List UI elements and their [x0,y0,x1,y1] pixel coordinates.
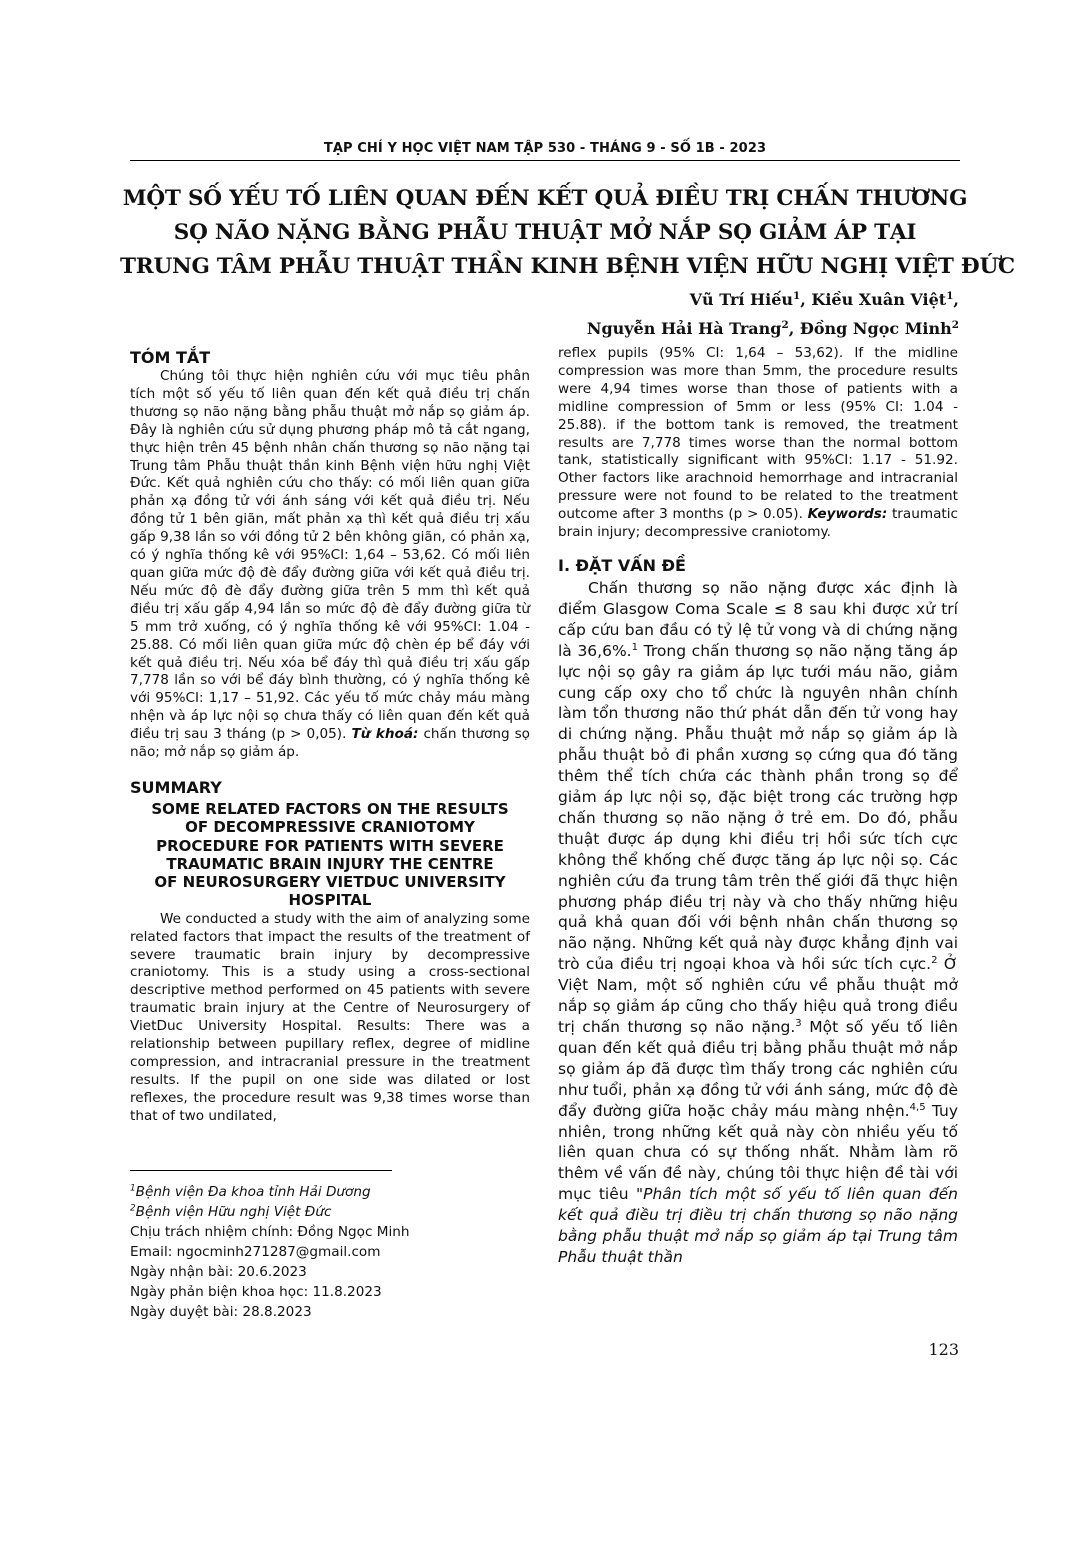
left-column [130,348,530,1126]
affiliation-mark: 2 [781,318,789,331]
citation-mark: 3 [795,1017,802,1029]
affiliation-mark: 1 [793,289,801,302]
intro-heading: I. ĐẶT VẤN ĐỀ [558,555,686,575]
summary-title-line: HOSPITAL [288,891,372,910]
footnote-rule [130,1170,392,1171]
author-separator: , [953,290,959,309]
keywords-vi-label: Từ khoá: [351,726,419,743]
citation-mark: 1 [631,641,639,653]
journal-running-header: TẠP CHÍ Y HỌC VIỆT NAM TẬP 530 - THÁNG 9 - SỐ 1B - 2023 [323,141,767,156]
affiliation-mark: 2 [951,318,959,331]
received-date: Ngày nhận bài: 20.6.2023 [130,1264,307,1280]
intro-text: Tuy nhiên, trong những kết quả này còn nhiều yếu tố liên quan chưa có sự thống nhất. Nhằm làm rõ thêm về vấn đề này, chúng tôi thực hiện đề tài với mục tiêu [558,1101,959,1204]
author-name: Nguyễn Hải Hà Trang [586,319,782,338]
right-column [558,345,958,1268]
summary-title-line: OF NEUROSURGERY VIETDUC UNIVERSITY [154,873,506,892]
abstract-vi-body [130,368,530,762]
intro-text: Trong chấn thương sọ não nặng tăng áp lực nội sọ gây ra giảm áp lực tưới máu não, giảm cung cấp oxy cho tổ chức là nguyên nhân chính làm tổn thương não thứ phát dẫn đến tử vong hay di chứng nặng. Phẫu thuật mở nắp sọ giảm áp là phẫu thuật bỏ đi phần xương sọ cứng qua đó tăng thêm thể tích chứa các thành phần trong sọ để giảm áp lực nội sọ, đặc biệt trong các trường hợp chấn thương sọ não nặng ở trẻ em. Do đó, phẫu thuật được áp dụng khi điều trị hồi sức tích cực không thể khống chế được tăng áp lực nội sọ. Các nghiên cứu đa trung tâm trên thế giới đã thực hiện phương pháp điều trị này và cho thấy những hiệu quả khả quan đối với bệnh nhân chấn thương sọ não nặng. Những kết quả này được khẳng định vai trò của điều trị ngoại khoa và hồi sức tích cực. [558,641,958,974]
author-line-1 [587,285,959,314]
corresponding-author: Chịu trách nhiệm chính: Đồng Ngọc Minh [130,1224,410,1240]
review-date: Ngày phản biện khoa học: 11.8.2023 [130,1284,382,1300]
header-rule [130,160,960,161]
affiliation-text: Bệnh viện Đa khoa tỉnh Hải Dương [135,1184,371,1200]
author-name: Vũ Trí Hiếu [689,290,794,309]
author-line-2 [587,314,959,343]
author-separator: , [788,319,800,338]
intro-body [558,578,958,1268]
affiliation-mark: 1 [946,289,954,302]
abstract-vi-text: Chúng tôi thực hiện nghiên cứu với mục tiêu phân tích một số yếu tố liên quan đến kết quả điều trị chấn thương sọ não nặng bằng phẫu thuật mở nắp sọ giảm áp. Đây là nghiên cứu sử dụng phương pháp mô tả cắt ngang, thực hiện trên 45 bệnh nhân chấn thương sọ não nặng tại Trung tâm Phẫu thuật thần kinh Bệnh viện hữu nghị Việt Đức. Kết quả nghiên cứu cho thấy: có mối liên quan giữa phản xạ đồng tử với ánh sáng với kết quả điều trị. Nếu đồng tử 1 bên giãn, mất phản xạ thì kết quả điều trị xấu gấp 9,38 lần so với đồng tử 2 bên không giãn, có phản xạ, có ý nghĩa thống kê với 95%CI: 1,64 – 53,62. Có mối liên quan giữa mức độ đè đẩy đường giữa với kết quả điều trị. Nếu mức độ đè đẩy đường giữa trên 5 mm thì kết quả điều trị xấu gấp 4,94 lần so mức độ đè đẩy đường giữa từ 5 mm trở xuống, có ý nghĩa thống kê với 95%CI: 1.04 - 25.88. Có mối liên quan giữa mức độ chèn ép bể đáy với kết quả điều trị. Nếu xóa bể đáy thì quả điều trị xấu gấp 7,778 lần so với bể đáy bình thường, có ý nghĩa thống kê với 95%CI: 1,17 – 51,92. Các yếu tố mức chảy máu màng nhện và áp lực nội sọ chưa thấy có liên quan đến kết quả điều trị sau 3 tháng (p > 0,05). [130,368,530,743]
affiliation-mark: 2 [130,1203,136,1214]
abstract-vi-heading: TÓM TẮT [130,348,211,367]
title-line-1: MỘT SỐ YẾU TỐ LIÊN QUAN ĐẾN KẾT QUẢ ĐIỀU TRỊ CHẤN THƯƠNG [122,186,968,211]
author-list [587,285,959,343]
page-number: 123 [928,1340,959,1359]
study-aim-quote: "Phân tích một số yếu tố liên quan đến kết quả điều trị điều trị chấn thương sọ não nặng bằng phẫu thuật mở nắp sọ giảm áp tại Trung tâm Phẫu thuật thần [558,1185,958,1266]
article-title [120,182,1015,284]
footnotes [130,1182,530,1322]
intro-text: Ở Việt Nam, một số nghiên cứu về phẫu thuật mở nắp sọ giảm áp cũng cho thấy hiệu quả trong điều trị chấn thương sọ não nặng. [558,955,958,1036]
summary-title-line: TRAUMATIC BRAIN INJURY THE CENTRE [166,854,494,873]
citation-mark: 2 [931,955,938,967]
keywords-en-label: Keywords: [807,506,888,523]
affiliation-1 [130,1182,530,1202]
intro-text: Một số yếu tố liên quan đến kết quả điều trị bằng phẫu thuật mở nắp sọ giảm áp đã được tìm thấy trong các nghiên cứu như tuổi, phản xạ đồng tử với ánh sáng, mức độ đè đẩy đường giữa hoặc chảy máu màng nhện. [558,1018,958,1120]
summary-text-continued: reflex pupils (95% CI: 1,64 – 53,62). If the midline compression was more than 5mm, the procedure results were 4,94 times worse than those of patients with a midline compression of 5mm or less (95% CI: 1.04 - 25.88). if the bottom tank is removed, the treatment results are 7,778 times worse than the normal bottom tank, statistically significant with 95%CI: 1.17 - 51.92. Other factors like arachnoid hemorrhage and intracranial pressure were not found to be related to the treatment outcome after 3 months (p > 0.05). [558,345,958,523]
title-line-2: SỌ NÃO NẶNG BẰNG PHẪU THUẬT MỞ NẮP SỌ GIẢM ÁP TẠI [173,220,917,245]
affiliation-mark: 1 [130,1183,136,1194]
keywords-vi-text: chấn thương sọ não; mở nắp sọ giảm áp. [130,726,531,761]
keywords-en-text: traumatic brain injury; decompressive craniotomy. [558,506,958,541]
summary-heading: SUMMARY [130,777,222,797]
contact-email: Email: ngocminh271287@gmail.com [130,1244,381,1260]
summary-title-line: OF DECOMPRESSIVE CRANIOTOMY [185,818,475,837]
summary-title [130,800,530,910]
intro-text: Chấn thương sọ não nặng được xác định là điểm Glasgow Coma Scale ≤ 8 sau khi được xử trí cấp cứu ban đầu có tỷ lệ tử vong và di chứng nặng là 36,6%. [558,578,958,660]
author-separator: , [800,290,812,309]
citation-mark: 4,5 [909,1101,926,1113]
affiliation-text: Bệnh viện Hữu nghị Việt Đức [135,1204,332,1220]
accepted-date: Ngày duyệt bài: 28.8.2023 [130,1304,312,1320]
summary-body-right [558,345,958,542]
affiliation-2 [130,1202,530,1222]
title-line-3: TRUNG TÂM PHẪU THUẬT THẦN KINH BỆNH VIỆN HỮU NGHỊ VIỆT ĐỨC [120,254,1015,279]
summary-body-left: We conducted a study with the aim of analyzing some related factors that impact the results of the treatment of severe traumatic brain injury by decompressive craniotomy. This is a study using a cross-sectional descriptive method performed on 45 patients with severe traumatic brain injury at the Centre of Neurosurgery of VietDuc University Hospital. Results: There was a relationship between pupillary reflex, degree of midline compression, and intracranial pressure in the treatment results. If the pupil on one side was dilated or lost reflexes, the procedure result was 9,38 times worse than that of two undilated, [130,910,530,1124]
author-name: Kiều Xuân Việt [811,290,947,309]
summary-title-line: PROCEDURE FOR PATIENTS WITH SEVERE [156,836,504,855]
summary-title-line: SOME RELATED FACTORS ON THE RESULTS [151,799,509,818]
author-name: Đồng Ngọc Minh [799,319,952,338]
